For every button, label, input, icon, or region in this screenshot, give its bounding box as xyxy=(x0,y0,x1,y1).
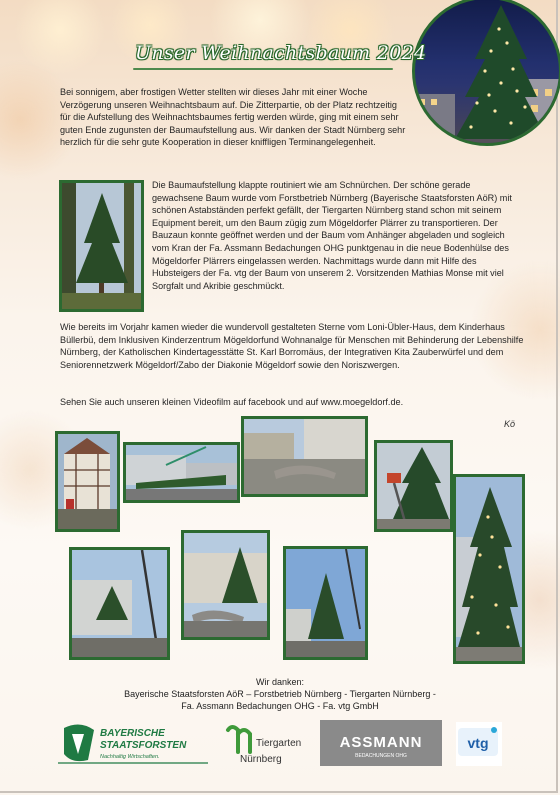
video-paragraph: Sehen Sie auch unseren kleinen Videofilm auf facebook und auf www.moegeldorf.de. xyxy=(60,397,404,407)
hero-photo-christmas-tree-night xyxy=(412,0,560,146)
stars-paragraph: Wie bereits im Vorjahr kamen wieder die wundervoll gestalteten Sterne vom Loni-Übler-Haus, dem Kinderhaus Büllerbü, dem Inklusiven Kinderzentrum Mögeldorfund Wohnanalge für Menschen mit Behinderung der Lebenshilfe Nürnberg, der Katholischen Kindertagesstätte St. Karl Borromäus, der Integrativen Kita Zauberwürfel und dem Seniorennetzwerk Mögeldorf/Zabo der Diakonie Mögeldorf sowie den Noriszwergen. xyxy=(60,322,524,370)
photo-tree-in-forest xyxy=(59,180,144,312)
thanks-line-1: Bayerische Staatsforsten AöR – Forstbetrieb Nürnberg - Tiergarten Nürnberg - xyxy=(124,689,436,699)
thanks-line-2: Fa. Assmann Bedachungen OHG - Fa. vtg GmbH xyxy=(181,701,379,711)
photo-tree-placed-near-sculpture xyxy=(181,530,270,640)
photo-half-timbered-house xyxy=(55,431,120,532)
photo-lift-decorating-tree xyxy=(374,440,453,532)
author-signature: Kö xyxy=(504,419,516,429)
logo-bayerische-staatsforsten xyxy=(58,720,214,766)
logo-assmann-sub: BEDACHUNGEN OHG xyxy=(355,753,407,759)
photo-tree-transport-truck xyxy=(123,442,240,503)
logo-vtg xyxy=(456,722,502,766)
title-underline xyxy=(133,68,393,70)
logo-tiergarten-line1: Tiergarten xyxy=(256,738,302,749)
intro-paragraph: Bei sonnigem, aber frostigen Wetter stellten wir dieses Jahr mit einer Woche Verzögerung unseren Weihnachtsbaum auf. Die Zitterpartie, ob der Platz rechtzeitig für die Aufstellung des Weihnachtsbaumes fertig werden würde, ging mit einem sehr guten Ende zugunsten der Baumaufstellung aus. Wir danken der Stadt Nürnberg sehr herzlich für die sehr gute Kooperation in dieser kniffligen Terminangelegenheit. xyxy=(60,87,406,148)
logo-assmann-bedachungen xyxy=(320,720,442,766)
photo-crane-lifting-tree xyxy=(69,547,170,660)
logo-bsf-line2: STAATSFORSTEN xyxy=(100,740,187,751)
logo-vtg-name: vtg xyxy=(467,735,489,751)
thanks-heading: Wir danken: xyxy=(255,677,305,687)
photo-plaza-sculpture-day xyxy=(241,416,368,497)
logo-tiergarten-line2: Nürnberg xyxy=(240,754,282,765)
photo-decorated-tree-lights xyxy=(453,474,525,664)
setup-paragraph: Die Baumaufstellung klappte routiniert wie am Schnürchen. Der schöne gerade gewachsene Baum wurde vom Forstbetrieb Nürnberg (Bayerische Staatsforsten AöR) mit schönen Astabständen perfekt gefällt, der Tiergarten Nürnberg stand schon mit seinem Equipment bereit, um den Baum zügig zum Mögeldorfer Plärrer zu transportieren. Der Bauzaun konnte geöffnet werden und der Baum vom Anhänger abgeladen und sogleich vom Kran der Fa. Assmann Bedachungen OHG punktgenau in die neue Bodenhülse des Mögeldorfer Plärrers eingelassen werden. Nachmittags wurde dann mit Hilfe des Hubsteigers der Fa. vtg der Baum von unserem 2. Vorsitzenden Mathias Monse mit viel Sorgfalt und Akribie geschmückt. xyxy=(152,180,512,291)
logo-assmann-name: ASSMANN xyxy=(339,734,423,751)
logo-tiergarten-nuernberg xyxy=(222,722,314,768)
logo-bsf-tagline: Nachhaltig Wirtschaften. xyxy=(100,754,160,760)
logo-bsf-line1: BAYERISCHE xyxy=(100,728,165,739)
photo-tree-standing-plaza xyxy=(283,546,368,660)
page-title: Unser Weihnachtsbaum 2024 xyxy=(135,42,427,64)
